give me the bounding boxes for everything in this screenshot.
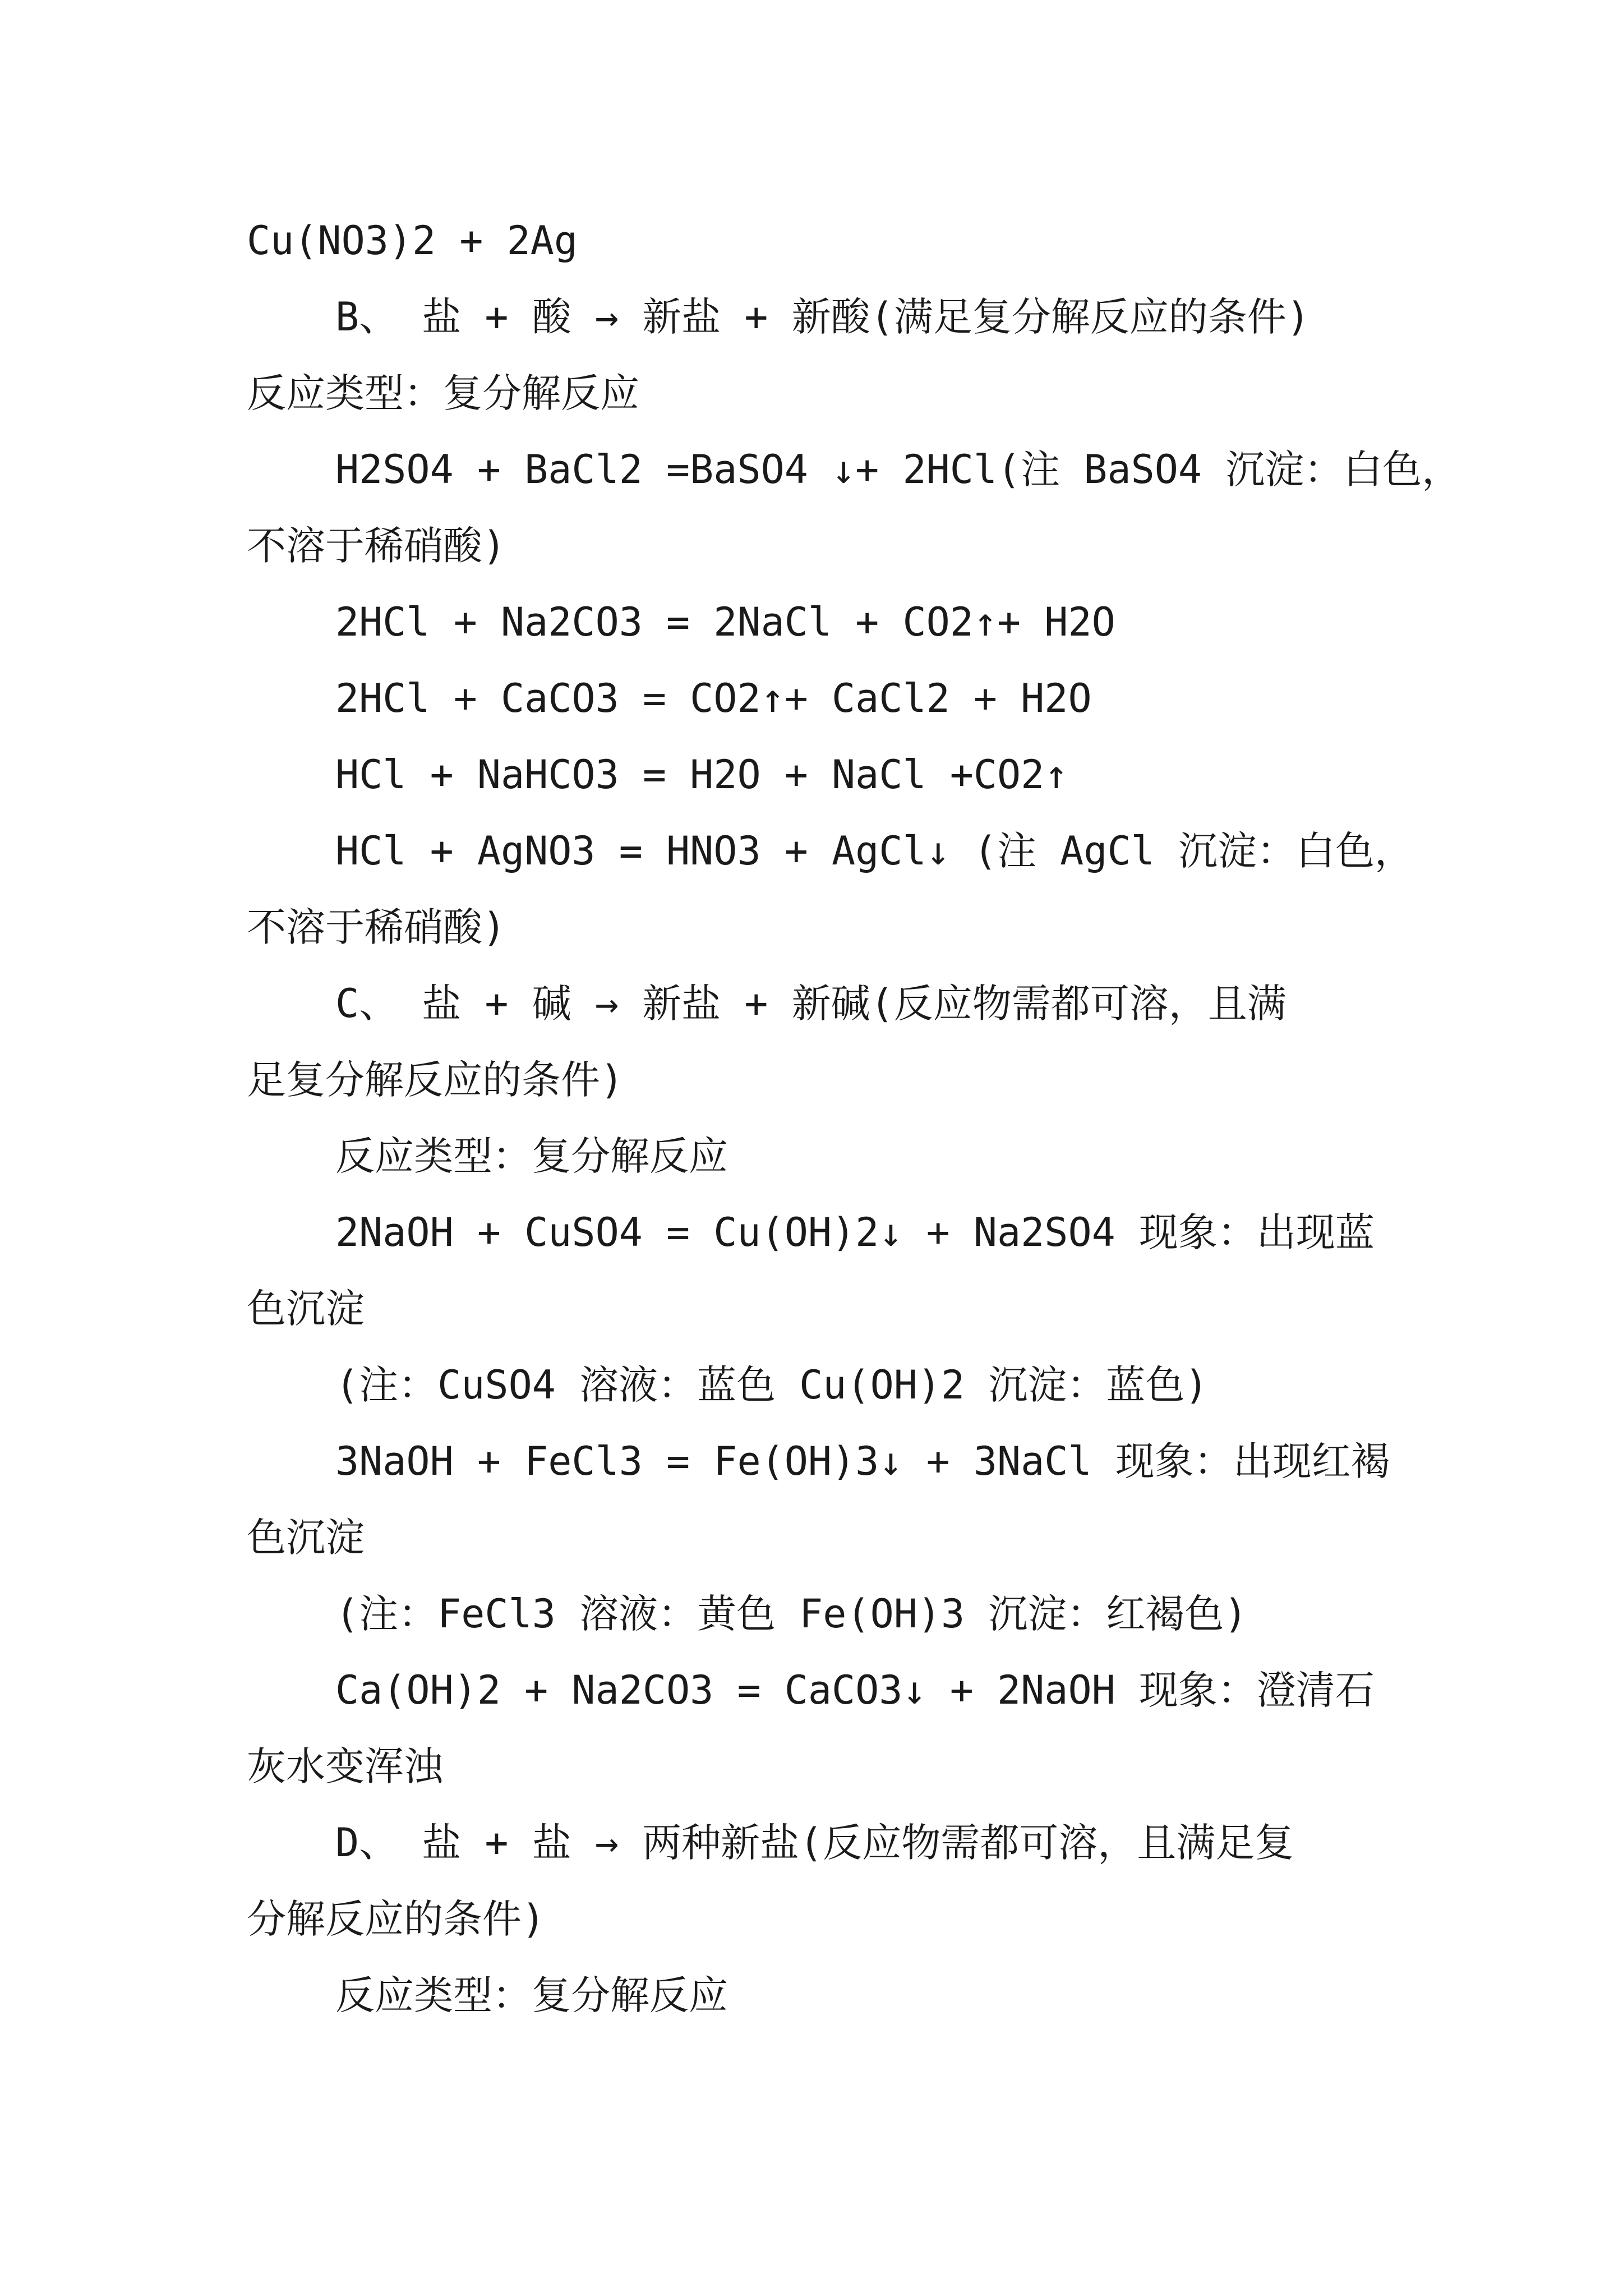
text-line: (注：CuSO4 溶液：蓝色 Cu(OH)2 沉淀：蓝色) xyxy=(335,1362,1209,1408)
text-line: D、 盐 + 盐 → 两种新盐(反应物需都可溶，且满足复 xyxy=(335,1820,1294,1866)
text-line: 不溶于稀硝酸) xyxy=(247,523,506,569)
text-line: 2HCl + CaCO3 = CO2↑+ CaCl2 + H2O xyxy=(335,675,1092,721)
text-line: HCl + NaHCO3 = H2O + NaCl +CO2↑ xyxy=(335,752,1068,798)
text-line: 反应类型：复分解反应 xyxy=(335,1133,728,1179)
text-line: C、 盐 + 碱 → 新盐 + 新碱(反应物需都可溶，且满 xyxy=(335,981,1287,1027)
text-line: 色沉淀 xyxy=(247,1515,365,1561)
text-line: 不溶于稀硝酸) xyxy=(247,904,506,950)
text-line: 灰水变浑浊 xyxy=(247,1743,443,1789)
text-line: 分解反应的条件) xyxy=(247,1896,546,1942)
text-line: B、 盐 + 酸 → 新盐 + 新酸(满足复分解反应的条件) xyxy=(335,294,1310,340)
text-line: 足复分解反应的条件) xyxy=(247,1057,624,1103)
text-line: 2NaOH + CuSO4 = Cu(OH)2↓ + Na2SO4 现象：出现蓝 xyxy=(335,1209,1375,1255)
text-line: HCl + AgNO3 = HNO3 + AgCl↓ (注 AgCl 沉淀：白色， xyxy=(335,828,1414,874)
text-line: 3NaOH + FeCl3 = Fe(OH)3↓ + 3NaCl 现象：出现红褐 xyxy=(335,1438,1390,1484)
text-line: 反应类型：复分解反应 xyxy=(335,1972,728,2018)
text-line: Ca(OH)2 + Na2CO3 = CaCO3↓ + 2NaOH 现象：澄清石 xyxy=(335,1667,1375,1713)
text-line: Cu(NO3)2 + 2Ag xyxy=(247,218,578,264)
text-line: H2SO4 + BaCl2 =BaSO4 ↓+ 2HCl(注 BaSO4 沉淀：白色， xyxy=(335,447,1461,493)
text-line: 反应类型：复分解反应 xyxy=(247,370,639,416)
text-line: 2HCl + Na2CO3 = 2NaCl + CO2↑+ H2O xyxy=(335,599,1115,645)
text-line: (注：FeCl3 溶液：黄色 Fe(OH)3 沉淀：红褐色) xyxy=(335,1591,1248,1637)
text-line: 色沉淀 xyxy=(247,1286,365,1332)
